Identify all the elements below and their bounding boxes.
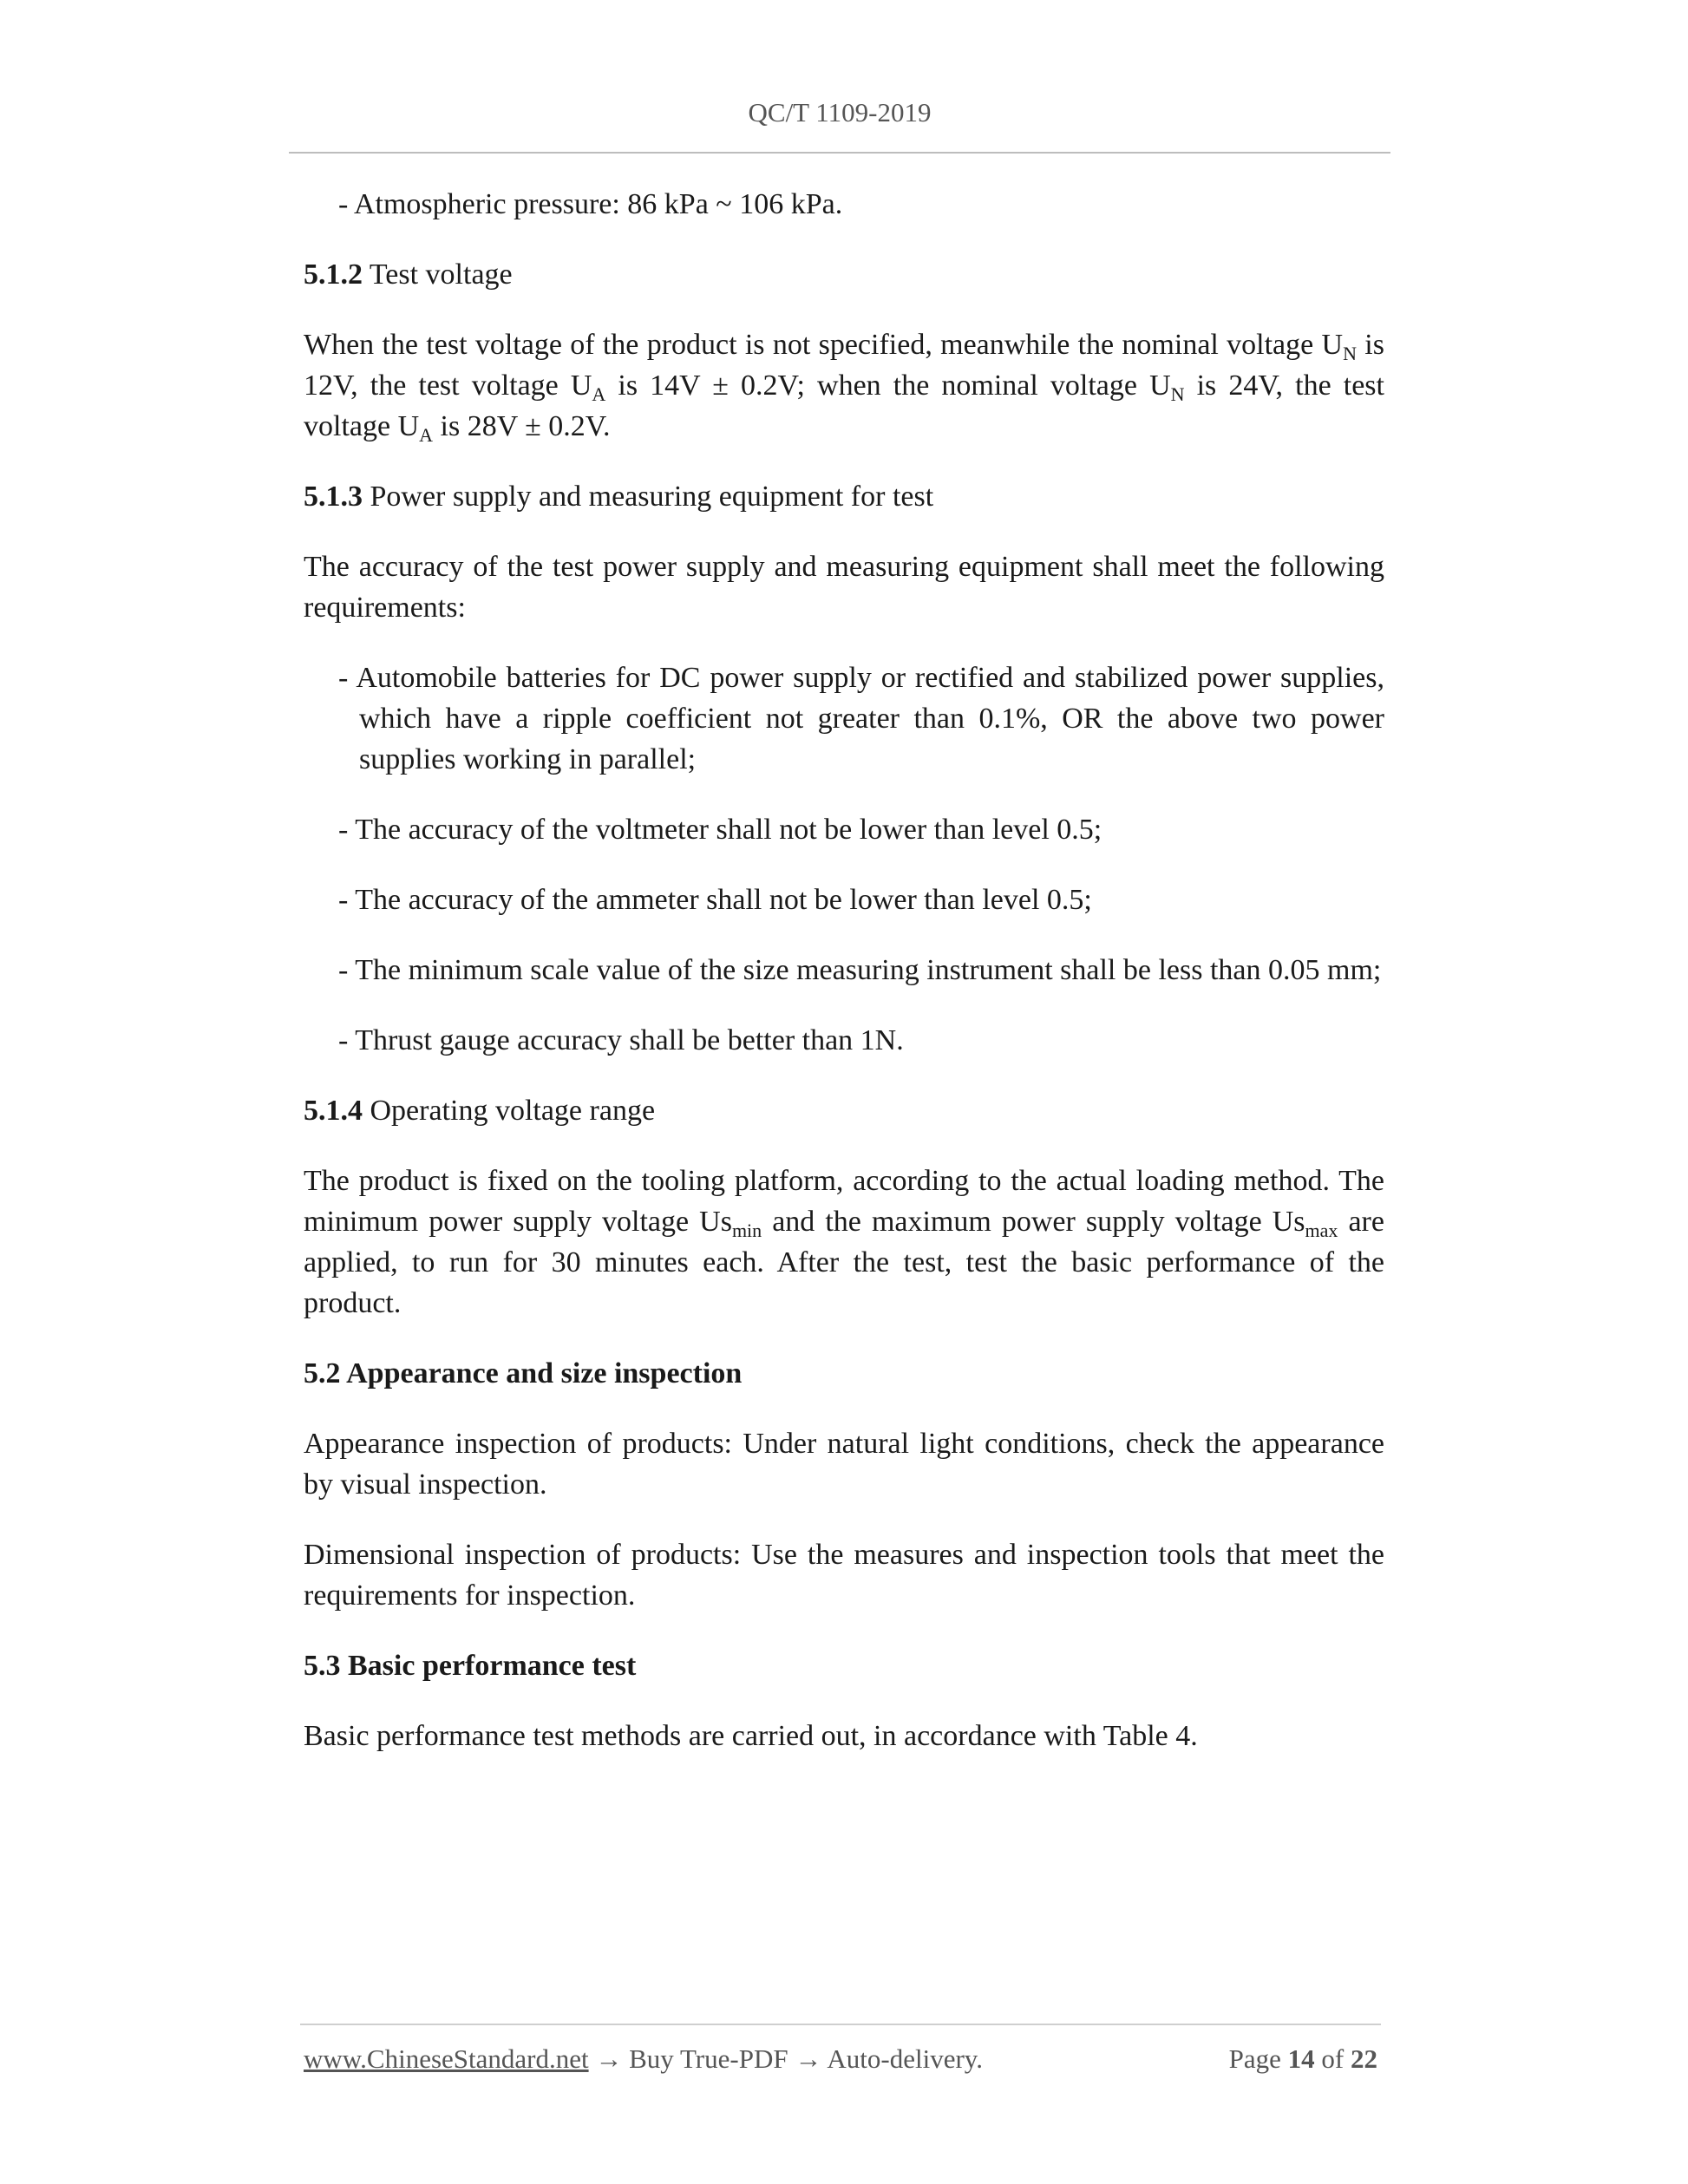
delivery-text: Auto-delivery. <box>827 2043 984 2074</box>
test-voltage-paragraph: When the test voltage of the product is not specified, meanwhile the nominal voltage $U_N$ is 12V, the test voltage $U_A$ is 14V ± 0.2V; when the nominal voltage $U_N$ is 24V, the test voltage $U_A$ is 28V ± 0.2V. <box>304 329 1384 446</box>
list-item: - The minimum scale value of the size measuring instrument shall be less than 0.05 mm; <box>338 954 1382 986</box>
arrow-icon: → <box>588 2043 630 2074</box>
section-title: Test voltage <box>363 258 513 291</box>
header-divider <box>289 152 1390 154</box>
section-5-1-3-heading <box>304 476 1384 517</box>
page-footer <box>304 2043 1377 2075</box>
total-pages: 22 <box>1351 2043 1377 2074</box>
website-link[interactable]: www.ChineseStandard.net <box>304 2043 589 2074</box>
dimensional-inspection-paragraph: Dimensional inspection of products: Use the measures and inspection tools that meet the requirements for inspection. <box>304 1539 1384 1612</box>
list-item: - Thrust gauge accuracy shall be better than 1N. <box>338 1024 904 1056</box>
atmospheric-pressure-item: - Atmospheric pressure: 86 kPa ~ 106 kPa. <box>338 188 843 220</box>
section-5-1-4-heading <box>304 1090 1384 1131</box>
accuracy-requirements-paragraph: The accuracy of the test power supply and measuring equipment shall meet the following requirements: <box>304 551 1384 624</box>
section-number: 5.1.4 <box>304 1095 363 1127</box>
section-5-3-heading: 5.3 Basic performance test <box>304 1650 637 1682</box>
list-item: - The accuracy of the ammeter shall not be lower than level 0.5; <box>338 884 1092 916</box>
document-body <box>304 184 1384 1756</box>
page-header: QC/T 1109-2019 <box>748 97 932 128</box>
footer-divider <box>300 2024 1381 2025</box>
basic-performance-paragraph: Basic performance test methods are carried out, in accordance with Table 4. <box>304 1720 1198 1752</box>
section-number: 5.1.2 <box>304 258 363 291</box>
section-title: Power supply and measuring equipment for test <box>363 481 934 513</box>
list-item: - Automobile batteries for DC power supply or rectified and stabilized power supplies, which have a ripple coefficient not greater than 0.1%, OR the above two power supplies working in parallel; <box>338 662 1384 775</box>
arrow-icon: → <box>788 2043 828 2074</box>
appearance-inspection-paragraph: Appearance inspection of products: Under natural light conditions, check the appearance by visual inspection. <box>304 1428 1384 1501</box>
section-title: Operating voltage range <box>363 1095 656 1127</box>
buy-text: Buy True-PDF <box>629 2043 788 2074</box>
operating-voltage-paragraph: The product is fixed on the tooling platform, according to the actual loading method. The minimum power supply voltage $Us_{min}$ and the maximum power supply voltage $Us_{max}$ are applied, to run for 30 minutes each. After the test, test the basic performance of the product. <box>304 1165 1384 1319</box>
page-number: Page 14 of 22 <box>1228 2043 1377 2074</box>
section-5-1-2-heading <box>304 254 1384 295</box>
section-5-2-heading: 5.2 Appearance and size inspection <box>304 1357 743 1390</box>
section-number: 5.1.3 <box>304 481 363 513</box>
current-page: 14 <box>1287 2043 1315 2074</box>
list-item: - The accuracy of the voltmeter shall not be lower than level 0.5; <box>338 814 1102 846</box>
